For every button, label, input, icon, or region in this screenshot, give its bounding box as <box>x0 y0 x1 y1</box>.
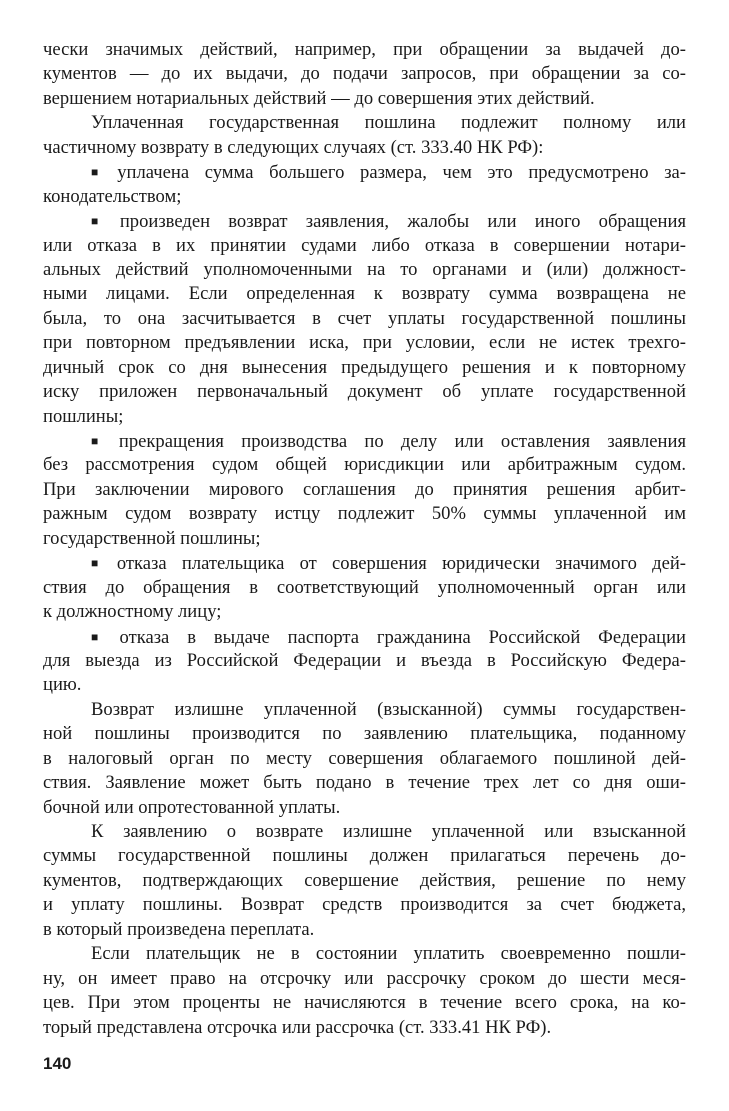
text-line <box>43 796 686 820</box>
text-line-content: ной пошлины производится по заявлению плательщика, поданному <box>43 723 686 745</box>
text-line-content: произведен возврат заявления, жалобы или иного обращения <box>119 211 686 233</box>
text-line <box>43 722 686 746</box>
text-line-content: К заявлению о возврате излишне уплаченной или взысканной <box>91 821 686 842</box>
text-line-content: При заключении мирового соглашения до принятия решения арбит- <box>43 478 686 500</box>
text-line <box>43 282 686 306</box>
text-line-content: государственной пошлины; <box>43 527 261 549</box>
text-line <box>43 649 686 673</box>
text-line <box>43 160 686 184</box>
text-line-content: кументов — до их выдачи, до подачи запросов, при обращении за со- <box>43 63 686 85</box>
text-line <box>43 625 686 649</box>
text-line-content: ражным судом возврату истцу подлежит 50% суммы уплаченной им <box>43 503 686 525</box>
text-line <box>43 429 686 453</box>
text-line <box>43 600 686 624</box>
text-line-content: суммы государственной пошлины должен прилагаться перечень до- <box>43 845 686 867</box>
text-line-content: торый представлена отсрочка или рассрочка (ст. 333.41 НК РФ). <box>43 1016 552 1038</box>
text-line <box>43 405 686 429</box>
text-line <box>43 551 686 575</box>
text-line-content: уплачена сумма большего размера, чем это предусмотрено за- <box>117 162 686 184</box>
text-line <box>43 820 686 844</box>
text-line-content: прекращения производства по делу или оставления заявления <box>118 431 686 452</box>
list-bullet-icon: ■ <box>91 434 111 448</box>
text-line <box>43 111 686 135</box>
text-line <box>43 527 686 551</box>
text-line-content: ствия до обращения в соответствующий уполномоченный орган или <box>43 576 686 598</box>
text-line-content: и уплату пошлины. Возврат средств производится за счет бюджета, <box>43 894 686 916</box>
text-line-content: ствия. Заявление может быть подано в течение трех лет со дня оши- <box>43 772 686 794</box>
text-line-content: при повторном предъявлении иска, при условии, если не истек трехго- <box>43 332 686 354</box>
text-line <box>43 844 686 868</box>
text-line <box>43 136 686 160</box>
text-line <box>43 478 686 502</box>
text-line <box>43 209 686 233</box>
text-line <box>43 771 686 795</box>
list-bullet-icon: ■ <box>91 629 112 644</box>
text-line <box>43 62 686 86</box>
text-line-content: Если плательщик не в состоянии уплатить своевременно пошли- <box>91 943 686 965</box>
text-line-content: отказа плательщика от совершения юридически значимого дей- <box>116 553 687 575</box>
text-line-content: вершением нотариальных действий — до совершения этих действий. <box>43 87 595 109</box>
text-line <box>43 918 686 942</box>
text-line-content: в налоговый орган по месту совершения облагаемого пошлиной дей- <box>43 747 686 769</box>
text-line <box>43 380 686 404</box>
page-body-text <box>43 38 686 1040</box>
text-line <box>43 38 686 62</box>
text-line-content: для выезда из Российской Федерации и въезда в Российскую Федера- <box>43 649 686 671</box>
text-line-content: пошлины; <box>43 405 124 427</box>
text-line <box>43 331 686 355</box>
text-line-content: бочной или опротестованной уплаты. <box>43 796 341 818</box>
text-line <box>43 356 686 380</box>
text-line <box>43 258 686 282</box>
text-line <box>43 1016 686 1040</box>
text-line <box>43 893 686 917</box>
text-line <box>43 869 686 893</box>
page-number: 140 <box>43 1054 72 1073</box>
text-line-content: без рассмотрения судом общей юрисдикции или арбитражным судом. <box>43 454 686 476</box>
text-line <box>43 185 686 209</box>
text-line-content: частичному возврату в следующих случаях (ст. 333.40 НК РФ): <box>43 136 544 158</box>
text-line <box>43 673 686 697</box>
text-line-content: конодательством; <box>43 185 182 207</box>
text-line-content: была, то она засчитывается в счет уплаты государственной пошлины <box>43 307 686 329</box>
text-line-content: ну, он имеет право на отсрочку или рассрочку сроком до шести меся- <box>43 967 686 989</box>
text-line <box>43 747 686 771</box>
text-line-content: дичный срок со дня вынесения предыдущего решения и к повторному <box>43 356 686 378</box>
text-line <box>43 942 686 966</box>
text-line <box>43 991 686 1015</box>
text-line-content: кументов, подтверждающих совершение действия, решение по нему <box>43 869 686 891</box>
text-line <box>43 576 686 600</box>
list-bullet-icon: ■ <box>91 214 112 229</box>
text-line <box>43 234 686 258</box>
text-line-content: чески значимых действий, например, при обращении за выдачей до- <box>43 39 686 60</box>
text-line-content: Возврат излишне уплаченной (взысканной) суммы государствен- <box>91 698 686 720</box>
text-line-content: в который произведена переплата. <box>43 918 315 940</box>
text-line <box>43 967 686 991</box>
text-line-content: к должностному лицу; <box>43 601 222 623</box>
text-line-content: иску приложен первоначальный документ об уплате государственной <box>43 381 686 403</box>
text-line <box>43 307 686 331</box>
text-line <box>43 87 686 111</box>
text-line-content: или отказа в их принятии судами либо отказа в совершении нотари- <box>43 234 686 256</box>
text-line-content: Уплаченная государственная пошлина подлежит полному или <box>91 112 686 134</box>
text-line <box>43 698 686 722</box>
text-line <box>43 453 686 477</box>
text-line-content: ными лицами. Если определенная к возврату сумма возвращена не <box>43 283 686 305</box>
text-line-content: отказа в выдаче паспорта гражданина Российской Федерации <box>119 626 686 648</box>
text-line-content: цию. <box>43 674 82 696</box>
text-line-content: цев. При этом проценты не начисляются в течение всего срока, на ко- <box>43 992 686 1014</box>
list-bullet-icon: ■ <box>91 165 110 180</box>
text-line <box>43 502 686 526</box>
text-line-content: альных действий уполномоченными на то органами и (или) должност- <box>43 258 686 280</box>
list-bullet-icon: ■ <box>91 556 109 571</box>
